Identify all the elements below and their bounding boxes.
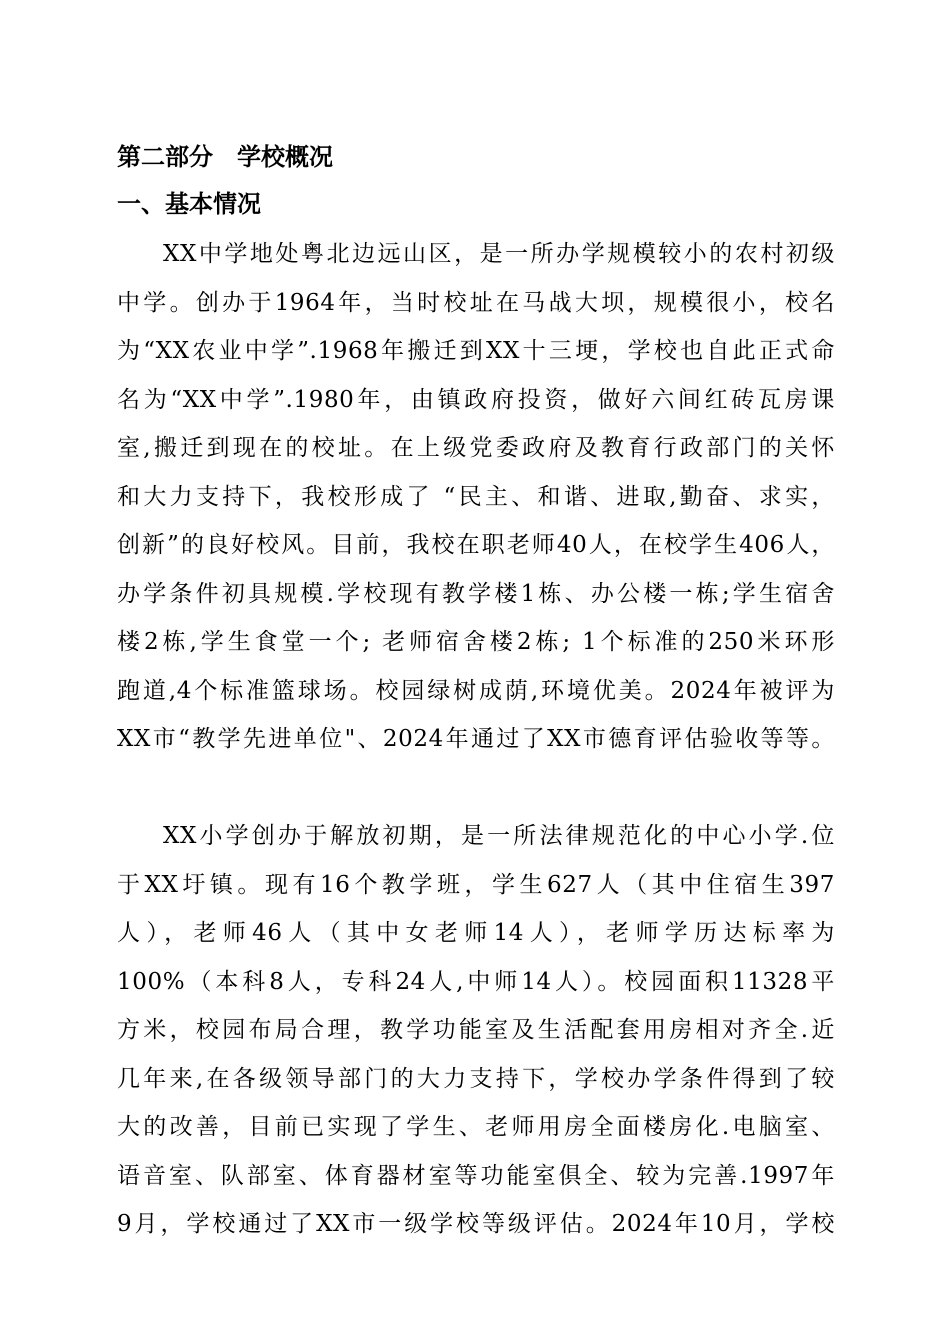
paragraph-line: 于XX圩镇。现有16个教学班，学生627人（其中住宿生397 — [117, 871, 835, 898]
section-title: 第二部分 学校概况 — [117, 143, 333, 171]
paragraph-line: 人），老师46人（其中女老师14人），老师学历达标率为 — [117, 920, 835, 946]
paragraph-line: 为“XX农业中学”.1968年搬迁到XX十三埂，学校也自此正式命 — [117, 338, 835, 364]
paragraph-middle-school — [117, 230, 835, 764]
paragraph-line: XX小学创办于解放初期，是一所法律规范化的中心小学.位 — [163, 823, 835, 849]
subsection-title: 一、基本情况 — [117, 190, 261, 218]
paragraph-line: 和大力支持下，我校形成了 “民主、和谐、进取,勤奋、求实， — [117, 483, 835, 510]
paragraph-line: 几年来,在各级领导部门的大力支持下，学校办学条件得到了较 — [117, 1065, 835, 1092]
paragraph-line: 室,搬迁到现在的校址。在上级党委政府及教育行政部门的关怀 — [117, 435, 835, 461]
paragraph-line: XX中学地处粤北边远山区，是一所办学规模较小的农村初级 — [163, 241, 835, 267]
paragraph-line: 办学条件初具规模.学校现有教学楼1栋、办公楼一栋;学生宿舍 — [117, 580, 835, 607]
paragraph-line: XX市“教学先进单位"、2024年通过了XX市德育评估验收等等。 — [117, 726, 835, 752]
paragraph-line: 100%（本科8人，专科24人,中师14人）。校园面积11328平 — [117, 968, 835, 995]
paragraph-line: 中学。创办于1964年，当时校址在马战大坝，规模很小，校名 — [117, 289, 835, 316]
paragraph-line: 大的改善，目前已实现了学生、老师用房全面楼房化.电脑室、 — [117, 1114, 835, 1140]
paragraph-line: 创新”的良好校风。目前，我校在职老师40人，在校学生406人， — [117, 532, 835, 558]
paragraph-line: 方米，校园布局合理，教学功能室及生活配套用房相对齐全.近 — [117, 1017, 835, 1043]
paragraph-line: 名为“XX中学”.1980年，由镇政府投资，做好六间红砖瓦房课 — [117, 386, 835, 413]
paragraph-line: 9月，学校通过了XX市一级学校等级评估。2024年10月，学校 — [117, 1211, 835, 1237]
paragraph-line: 跑道,4个标准篮球场。校园绿树成荫,环境优美。2024年被评为 — [117, 677, 835, 704]
paragraph-primary-school — [117, 812, 835, 1249]
paragraph-line: 楼2栋,学生食堂一个; 老师宿舍楼2栋; 1个标准的250米环形 — [117, 629, 835, 655]
paragraph-line: 语音室、队部室、体育器材室等功能室俱全、较为完善.1997年 — [117, 1162, 835, 1189]
